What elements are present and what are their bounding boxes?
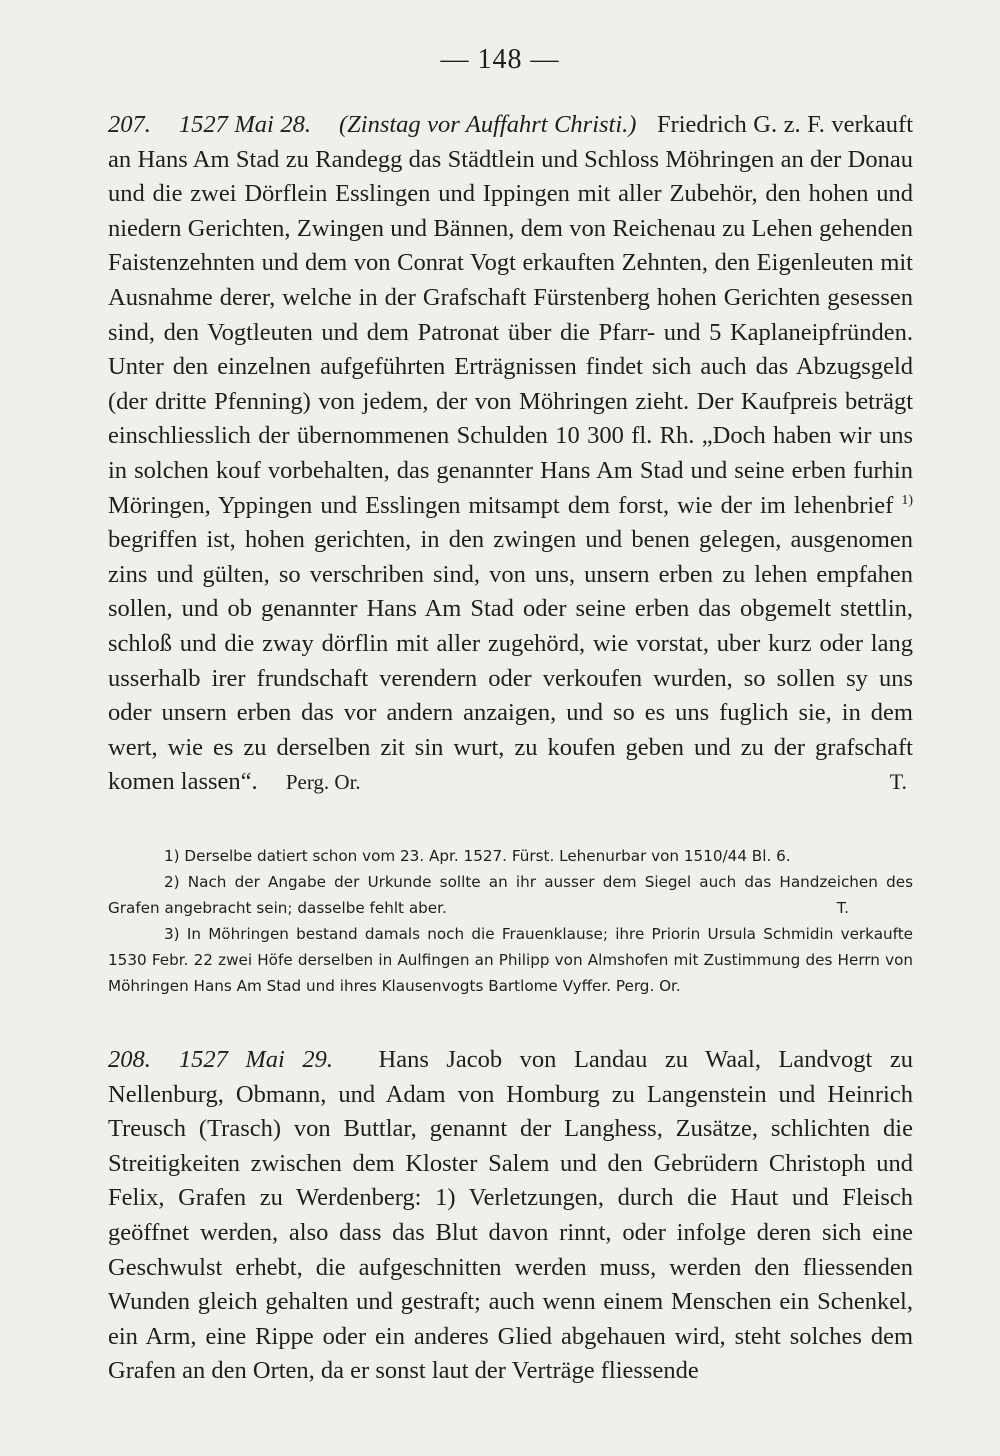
footnote-2 — [108, 869, 913, 921]
entry-body: Hans Jacob von Landau zu Waal, Landvogt zu Nellenburg, Obmann, und Adam von Homburg zu Langenstein und Heinrich Treusch (Trasch) von Buttlar, genannt der Langhess, Zusätze, schlichten die Streitigkeiten zwischen dem Kloster Salem und den Gebrüdern Christoph und Felix, Grafen zu Werdenberg: 1) Verletzungen, durch die Haut und Fleisch geöffnet werden, also dass das Blut davon rinnt, oder infolge deren sich eine Geschwulst erhebt, die aufgeschnitten werden muss, werden den fliessenden Wunden gleich gehalten und gestraft; auch wenn einem Menschen ein Schenkel, ein Arm, eine Rippe oder ein anderes Glied abgehauen wird, steht solches dem Grafen an den Orten, da er sonst laut der Verträge fliessende — [108, 1046, 913, 1385]
entry-body-part2: begriffen ist, hohen gerichten, in den zwingen und benen gelegen, ausgenomen zins und gülten, so verschriben sind, von uns, unsern erben zu lehen empfahen sollen, und ob genannter Hans Am Stad oder seine erben das obgemelt stettlin, schloß und die zway dörflin mit aller zugehörd, wie vorstat, uber kurz oder lang usserhalb irer frundschaft verendern oder verkoufen wurden, so sollen sy uns oder unsern erben das vor andern anzaigen, und so es uns fuglich sie, in dem wert, wie es zu derselben zit sin wurt, zu koufen geben und zu der grafschaft komen lassen“. — [108, 526, 913, 796]
editor-initial: T. — [889, 769, 907, 795]
entry-number: 207. — [108, 111, 151, 138]
entry-208 — [108, 1043, 913, 1389]
footnote-3 — [108, 921, 913, 999]
footnote-text: 1) Derselbe datiert schon vom 23. Apr. 1527. Fürst. Lehenurbar von 1510/44 Bl. 6. — [164, 847, 791, 865]
editor-initial: T. — [836, 899, 849, 917]
footnote-text: 2) Nach der Angabe der Urkunde sollte an ihr ausser dem Siegel auch das Handzeichen des Grafen angebracht sein; dasselbe fehlt aber. — [108, 873, 913, 917]
entry-date: 1527 Mai 29. — [178, 1046, 333, 1073]
footnotes — [108, 843, 913, 999]
page-number: — 148 — — [440, 44, 560, 75]
footnote-1 — [108, 843, 913, 869]
footnote-text: 3) In Möhringen bestand damals noch die Frauenklause; ihre Priorin Ursula Schmidin verkaufte 1530 Febr. 22 zwei Höfe derselben in Aulfingen an Philipp von Almshofen mit Zustimmung des Herrn von Möhringen Hans Am Stad und ihres Klausenvogts Bartlome Vyffer. Perg. Or. — [108, 925, 913, 995]
entry-207 — [108, 108, 913, 800]
entry-body-part1: Friedrich G. z. F. verkauft an Hans Am Stad zu Randegg das Städtlein und Schloss Möhringen an der Donau und die zwei Dörflein Esslingen und Ippingen mit aller Zubehör, den hohen und niedern Gerichten, Zwingen und Bännen, dem von Reichenau zu Lehen gehenden Faistenzehnten und dem von Conrat Vogt erkauften Zehnten, den Eigenleuten mit Ausnahme derer, welche in der Grafschaft Fürstenberg hohen Gerichten gesessen sind, den Vogtleuten und dem Patronat über die Pfarr- und 5 Kaplaneipfründen. Unter den einzelnen aufgeführten Erträgnissen findet sich auch das Abzugsgeld (der dritte Pfenning) von jedem, der von Möhringen zieht. Der Kaufpreis beträgt einschliesslich der übernommenen Schulden 10 300 fl. Rh. „Doch haben wir uns in solchen kouf vorbehalten, das genannter Hans Am Stad und seine erben furhin Möringen, Yppingen und Esslingen mitsampt dem forst, wie der im lehenbrief — [108, 111, 914, 519]
entry-note: (Zinstag vor Auffahrt Christi.) — [338, 111, 637, 138]
entry-number: 208. — [108, 1046, 151, 1073]
entry-date: 1527 Mai 28. — [178, 111, 311, 138]
source-reference: Perg. Or. — [285, 770, 361, 795]
footnote-reference: 1) — [901, 492, 913, 508]
